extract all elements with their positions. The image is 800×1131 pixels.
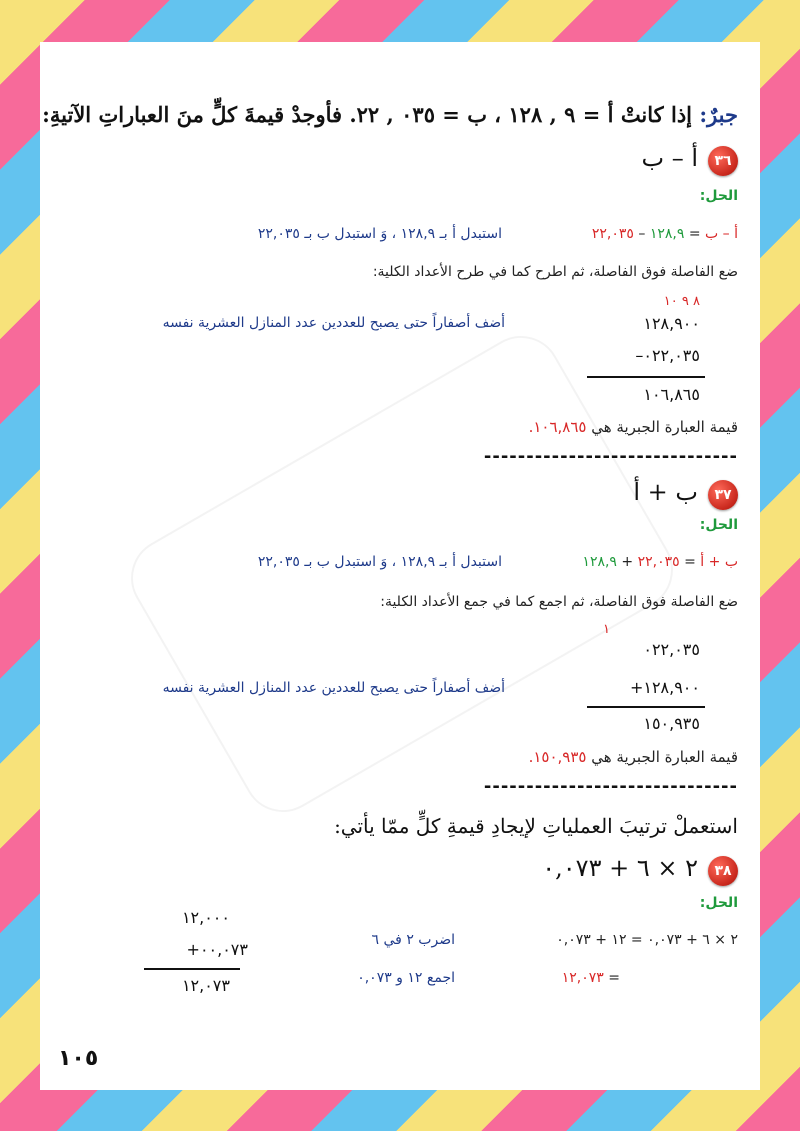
page-number: ١٠٥ [58,1046,99,1071]
problem-number-badge: ٣٦ [708,146,738,176]
sum-rule [587,376,705,378]
answer-text: قيمة العبارة الجبرية هي [591,748,738,766]
sub-a: ٢٢,٠٣٥ [637,554,680,570]
sub-lhs: أ – ب [705,226,738,242]
exercise-header [42,102,738,127]
dashed-separator: ------------------------------ [483,776,738,797]
step2-eq: = [608,970,620,986]
order-step-2-note: اجمع ١٢ و ٠,٠٧٣ [357,970,455,986]
order-step-2 [562,970,620,986]
zero-padding-note: أضف أصفاراً حتى يصبح للعددين عدد المنازل العشرية نفسه [162,315,505,331]
substitution-note: استبدل أ بـ ١٢٨,٩ ، وَ استبدل ب بـ ٢٢,٠٣٥ [257,554,502,570]
sub-op: + [621,554,634,570]
section-heading: استعملْ ترتيبَ العملياتِ لإيجادِ قيمةِ كلٍّ ممّا يأتي: [334,814,738,838]
order-step-1: ٢ × ٦ + ٠,٠٧٣ = ١٢ + ٠,٠٧٣ [556,932,738,948]
zero-padding-note: أضف أصفاراً حتى يصبح للعددين عدد المنازل العشرية نفسه [162,680,505,696]
addition-row-1: ١٢,٠٠٠ [181,908,230,927]
subtraction-row-2: ٠٢٢,٠٣٥– [635,346,700,365]
addition-row-2: ١٢٨,٩٠٠+ [629,678,700,697]
page [40,42,760,1090]
solution-label: الحل: [699,895,738,911]
sum-rule [144,968,240,970]
solution-label: الحل: [699,188,738,204]
carry-digit: ١ [603,622,610,637]
sub-eq: = [688,226,701,242]
sub-a: ١٢٨,٩ [649,226,685,242]
problem-number-badge: ٣٨ [708,856,738,886]
dashed-separator: ------------------------------ [483,446,738,467]
sub-b: ٢٢,٠٣٥ [591,226,634,242]
substitution-line [592,226,738,242]
step2-value: ١٢,٠٧٣ [561,970,604,986]
header-text: إذا كانتْ أ = ٩ , ١٢٨ ، ب = ٠٣٥ , ٢٢. فأوجدْ قيمةَ كلٍّ منَ العباراتِ الآتيةِ: [42,102,693,127]
instruction: ضع الفاصلة فوق الفاصلة، ثم اجمع كما في جمع الأعداد الكلية: [380,594,738,610]
subtraction-result: ١٠٦,٨٦٥ [643,385,700,404]
sum-rule [587,706,705,708]
borrow-digits: ٨ ٩ ١٠ [663,294,700,309]
answer-line [529,748,738,766]
addition-result: ١٢,٠٧٣ [181,976,230,995]
addition-result: ١٥٠,٩٣٥ [643,714,700,733]
subtraction-row-1: ١٢٨,٩٠٠ [643,314,700,333]
order-step-1-note: اضرب ٢ في ٦ [371,932,455,948]
sub-op: – [638,226,646,242]
problem-expression: ب + أ [633,478,698,506]
substitution-line [582,554,738,570]
addition-row-2: ٠٠,٠٧٣+ [186,940,248,959]
answer-value: ١٥٠,٩٣٥. [528,748,587,766]
answer-line [529,418,738,436]
sub-lhs: ب + أ [700,554,738,570]
instruction: ضع الفاصلة فوق الفاصلة، ثم اطرح كما في طرح الأعداد الكلية: [372,264,738,280]
substitution-note: استبدل أ بـ ١٢٨,٩ ، وَ استبدل ب بـ ٢٢,٠٣٥ [257,226,502,242]
sub-eq: = [684,554,696,570]
sub-b: ١٢٨,٩ [582,554,617,570]
solution-label: الحل: [699,517,738,533]
problem-expression: أ – ب [641,144,698,172]
header-label: جبرٌ: [699,102,738,127]
problem-expression: ٢ × ٦ + ٠,٠٧٣ [542,854,698,882]
answer-text: قيمة العبارة الجبرية هي [591,418,738,436]
answer-value: ١٠٦,٨٦٥. [528,418,587,436]
addition-row-1: ٠٢٢,٠٣٥ [643,640,700,659]
problem-number-badge: ٣٧ [708,480,738,510]
